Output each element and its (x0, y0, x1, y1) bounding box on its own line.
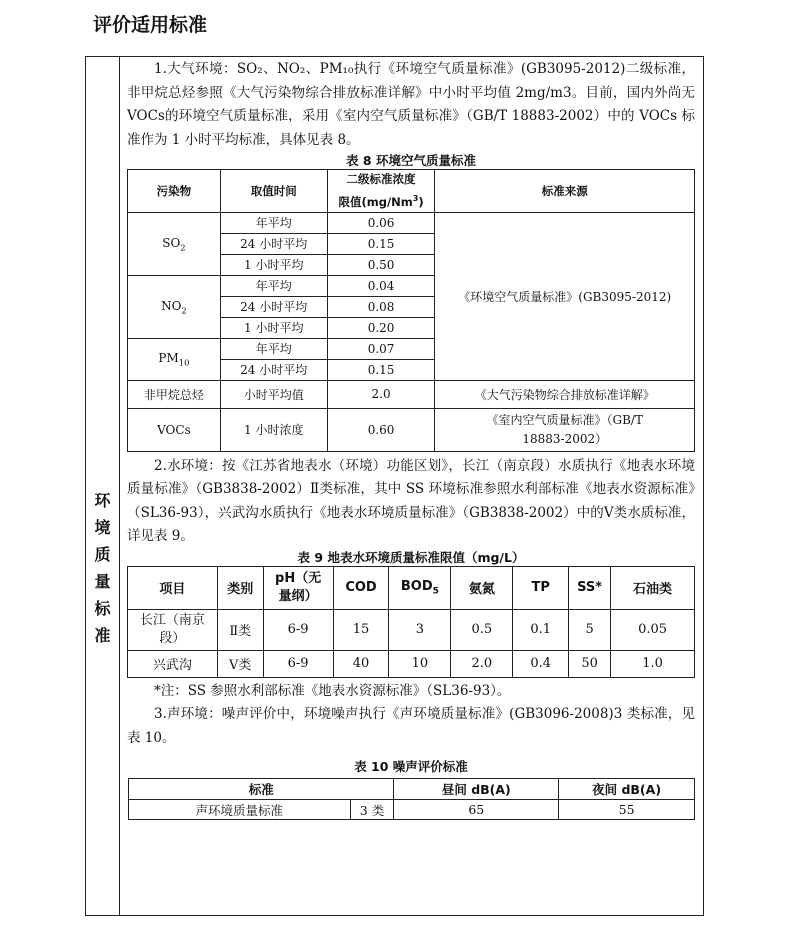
noise-environment-paragraph: 3.声环境：噪声评价中，环境噪声执行《声环境质量标准》(GB3096-2008)3 类标准，见表 10。 (127, 706, 695, 746)
header-standard: 标准 (129, 779, 394, 800)
row-name: 长江（南京 段） (128, 609, 218, 650)
side-label-char: 标 (94, 599, 111, 618)
source-main-cell: 《环境空气质量标准》(GB3095-2012) (435, 212, 695, 380)
side-label-char: 量 (94, 572, 111, 591)
cell: 10 (389, 650, 451, 677)
main-content (127, 58, 695, 820)
side-label-char: 质 (94, 545, 111, 564)
header-limit (327, 170, 435, 213)
cell: 65 (394, 800, 559, 820)
header-ss: SS* (569, 566, 611, 609)
table9-caption: 表 9 地表水环境质量标准限值（mg/L） (297, 549, 525, 565)
value-cell: 0.15 (327, 233, 435, 254)
table-row (128, 408, 695, 451)
value-cell: 0.50 (327, 254, 435, 275)
header-ammonia: 氨氮 (451, 566, 513, 609)
table-header-row (129, 779, 695, 800)
pollutant-vocs: VOCs (128, 408, 221, 451)
time-cell: 24 小时平均 (220, 359, 327, 380)
table8-caption: 表 8 环境空气质量标准 (346, 153, 476, 168)
value-cell: 0.60 (327, 408, 435, 451)
frame-divider (119, 57, 120, 915)
air-environment-paragraph: 1.大气环境：SO₂、NO₂、PM₁₀执行《环境空气质量标准》(GB3095-2012)二级标准，非甲烷总烃参照《大气污染物综合排放标准详解》中小时平均值 2mg/m3。目前，国内外尚无 VOCs的环境空气质量标准，采用《室内空气质量标准》（GB/T 18883-2002）中的 VOCs 标准作为 1 小时平均标准，具体见表 8。 (127, 61, 695, 148)
table9-surface-water (127, 566, 695, 678)
cell: 5 (569, 609, 611, 650)
header-oil: 石油类 (611, 566, 695, 609)
table-header-row (128, 566, 695, 609)
table-row (128, 609, 695, 650)
header-limit-sup: 3 (412, 194, 419, 203)
time-cell: 年平均 (220, 338, 327, 359)
header-ph: pH（无 量纲） (263, 566, 333, 609)
row-name: 兴武沟 (128, 650, 218, 677)
cell: 1.0 (611, 650, 695, 677)
source-cell: 《大气污染物综合排放标准详解》 (435, 380, 695, 408)
time-cell: 24 小时平均 (220, 233, 327, 254)
header-day: 昼间 dB(A) (394, 779, 559, 800)
header-limit-close: ) (418, 194, 424, 209)
pollutant-nmhc: 非甲烷总烃 (128, 380, 221, 408)
header-time: 取值时间 (220, 170, 327, 213)
source-cell: 《室内空气质量标准》（GB/T 18883-2002） (435, 408, 695, 451)
cell: Ⅱ类 (217, 609, 263, 650)
pollutant-pm10: $PM_{10}$ (128, 338, 221, 380)
time-cell: 24 小时平均 (220, 296, 327, 317)
cell: 声环境质量标准 (129, 800, 351, 820)
table10-caption: 表 10 噪声评价标准 (354, 759, 468, 775)
cell: Ⅴ类 (217, 650, 263, 677)
cell: 55 (559, 800, 695, 820)
header-pollutant: 污染物 (128, 170, 221, 213)
cell: 6-9 (263, 650, 333, 677)
time-cell: 年平均 (220, 275, 327, 296)
time-cell: 1 小时平均 (220, 317, 327, 338)
pollutant-so2: $SO_2$ (128, 212, 221, 275)
header-item: 项目 (128, 566, 218, 609)
value-cell: 0.04 (327, 275, 435, 296)
table10-noise (128, 778, 695, 820)
cell: 0.05 (611, 609, 695, 650)
header-limit-line1: 二级标准浓度 (346, 172, 416, 186)
time-cell: 年平均 (220, 212, 327, 233)
table-row (128, 650, 695, 677)
cell: 15 (333, 609, 389, 650)
value-cell: 0.15 (327, 359, 435, 380)
header-limit-line2: 限值(mg/Nm (338, 194, 413, 209)
table-row (129, 800, 695, 820)
cell: 0.4 (513, 650, 569, 677)
header-cod: COD (333, 566, 389, 609)
table-header-row (128, 170, 695, 213)
table-row (128, 212, 695, 233)
table-row (128, 380, 695, 408)
header-night: 夜间 dB(A) (559, 779, 695, 800)
cell: 0.5 (451, 609, 513, 650)
time-cell: 1 小时浓度 (220, 408, 327, 451)
value-cell: 0.06 (327, 212, 435, 233)
time-cell: 小时平均值 (220, 380, 327, 408)
header-tp: TP (513, 566, 569, 609)
side-label-char: 境 (94, 518, 111, 537)
side-label (86, 487, 119, 649)
table8-air-quality (127, 169, 695, 452)
side-label-char: 环 (94, 491, 111, 510)
header-bod5: $BOD_5$ (389, 566, 451, 609)
header-class: 类别 (217, 566, 263, 609)
cell: 0.1 (513, 609, 569, 650)
value-cell: 0.20 (327, 317, 435, 338)
value-cell: 2.0 (327, 380, 435, 408)
time-cell: 1 小时平均 (220, 254, 327, 275)
cell: 50 (569, 650, 611, 677)
pollutant-no2: $NO_2$ (128, 275, 221, 338)
table9-note: *注：SS 参照水利部标准《地表水资源标准》（SL36-93）。 (154, 682, 511, 699)
cell: 40 (333, 650, 389, 677)
water-environment-paragraph: 2.水环境：按《江苏省地表水（环境）功能区划》，长江（南京段）水质执行《地表水环境质量标准》（GB3838-2002）Ⅱ类标准，其中 SS 环境标准参照水利部标准《地表水资源标准》（SL36-93），兴武沟水质执行《地表水环境质量标准》（GB3838-2002）中的Ⅴ类水质标准，详见表 9。 (127, 457, 695, 545)
cell: 3 (389, 609, 451, 650)
cell: 6-9 (263, 609, 333, 650)
header-source: 标准来源 (435, 170, 695, 213)
cell: 2.0 (451, 650, 513, 677)
section-heading: 评价适用标准 (93, 14, 208, 36)
side-label-char: 准 (94, 626, 111, 645)
value-cell: 0.08 (327, 296, 435, 317)
cell: 3 类 (350, 800, 394, 820)
value-cell: 0.07 (327, 338, 435, 359)
